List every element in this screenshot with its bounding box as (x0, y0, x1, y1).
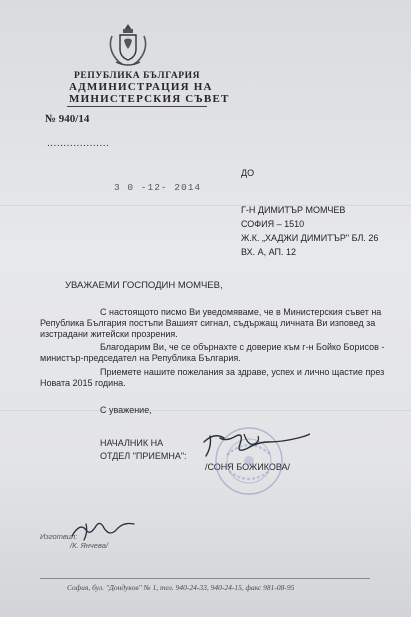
header-country: РЕПУБЛИКА БЪЛГАРИЯ (74, 71, 201, 81)
paragraph2-line2: министър-председател на Република България. (40, 353, 241, 363)
recipient-building: ВХ. А, АП. 12 (241, 247, 296, 257)
paragraph3-line2: Новата 2015 година. (40, 378, 126, 388)
reference-number: № 940/14 (45, 113, 90, 125)
reference-dots: ................... (47, 138, 110, 149)
recipient-street: Ж.К. „ХАДЖИ ДИМИТЪР" БЛ. 26 (241, 233, 379, 243)
paper-fold (0, 410, 411, 411)
coat-of-arms-icon (104, 22, 152, 70)
recipient-name: Г-Н ДИМИТЪР МОМЧЕВ (241, 205, 346, 215)
prepared-name: /К. Янчева/ (70, 541, 108, 550)
signatory-title-line2: ОТДЕЛ "ПРИЕМНА": (100, 451, 187, 461)
salutation: УВАЖАЕМИ ГОСПОДИН МОМЧЕВ, (65, 280, 223, 291)
header-divider (67, 106, 207, 107)
prepared-label: Изготвил: (40, 532, 78, 541)
closing: С уважение, (100, 405, 152, 415)
handwritten-signature-icon (200, 428, 310, 460)
initials-signature-icon (68, 518, 138, 544)
paper-fold (0, 205, 411, 206)
paragraph1-line1: С настоящото писмо Ви уведомяваме, че в Министерския съвет на (100, 307, 382, 317)
header-council: МИНИСТЕРСКИЯ СЪВЕТ (69, 93, 230, 105)
paragraph1-line3: изстрадани житейски прозрения. (40, 329, 178, 339)
recipient-to: ДО (241, 168, 255, 178)
footer-address: София, бул. "Дондуков" № 1, тел. 940-24-33, 940-24-15, факс 981-08-95 (67, 583, 295, 592)
signatory-name: /СОНЯ БОЖИКОВА/ (205, 462, 291, 472)
footer-divider (40, 578, 370, 579)
signatory-title-line1: НАЧАЛНИК НА (100, 438, 164, 448)
recipient-city: СОФИЯ – 1510 (241, 219, 305, 229)
header-administration: АДМИНИСТРАЦИЯ НА (69, 81, 213, 93)
date-stamp: 3 0 -12- 2014 (114, 182, 202, 193)
paragraph3-line1: Приемете нашите пожелания за здраве, успех и лично щастие през (100, 367, 385, 377)
paragraph2-line1: Благодарим Ви, че се обърнахте с доверие към г-н Бойко Борисов - (100, 342, 385, 352)
paragraph1-line2: Република България постъпи Вашият сигнал, съдържащ личната Ви изповед за (40, 318, 376, 328)
